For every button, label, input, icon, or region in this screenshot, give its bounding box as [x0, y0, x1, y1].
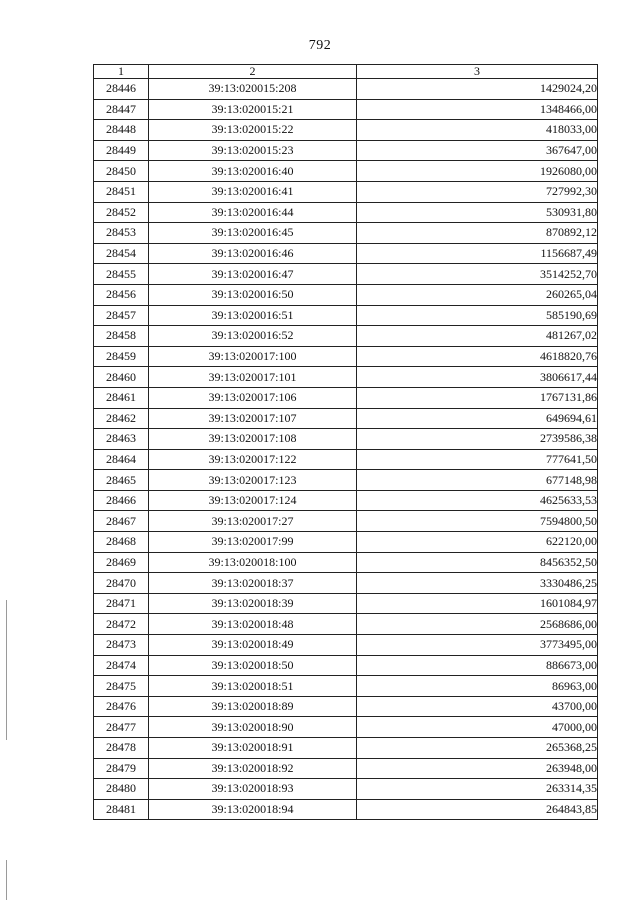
cadastral-value: 264843,85 [357, 799, 598, 820]
cadastral-value: 886673,00 [357, 655, 598, 676]
cadastral-value: 649694,61 [357, 408, 598, 429]
cadastral-value: 622120,00 [357, 532, 598, 553]
cadastral-value: 1767131,86 [357, 387, 598, 408]
cadastral-value: 367647,00 [357, 140, 598, 161]
row-number: 28450 [94, 161, 149, 182]
table-row [94, 408, 598, 429]
table-row [94, 717, 598, 738]
table-row [94, 799, 598, 820]
cadastral-value: 3773495,00 [357, 635, 598, 656]
table-row [94, 202, 598, 223]
cadastral-number: 39:13:020018:50 [149, 655, 357, 676]
row-number: 28451 [94, 181, 149, 202]
table-row [94, 120, 598, 141]
cadastral-number: 39:13:020018:93 [149, 779, 357, 800]
table-row [94, 696, 598, 717]
cadastral-number: 39:13:020016:51 [149, 305, 357, 326]
row-number: 28455 [94, 264, 149, 285]
row-number: 28452 [94, 202, 149, 223]
table-row [94, 161, 598, 182]
cadastral-number: 39:13:020017:27 [149, 511, 357, 532]
table-row [94, 779, 598, 800]
cadastral-value: 3514252,70 [357, 264, 598, 285]
row-number: 28466 [94, 490, 149, 511]
column-header-cadastral-id: 2 [149, 65, 357, 79]
cadastral-number: 39:13:020017:108 [149, 429, 357, 450]
cadastral-value: 8456352,50 [357, 552, 598, 573]
cadastral-number: 39:13:020017:123 [149, 470, 357, 491]
row-number: 28461 [94, 387, 149, 408]
row-number: 28446 [94, 79, 149, 100]
row-number: 28457 [94, 305, 149, 326]
table-row [94, 79, 598, 100]
table-row [94, 676, 598, 697]
cadastral-number: 39:13:020018:49 [149, 635, 357, 656]
row-number: 28448 [94, 120, 149, 141]
row-number: 28474 [94, 655, 149, 676]
cadastral-value: 1429024,20 [357, 79, 598, 100]
row-number: 28470 [94, 573, 149, 594]
cadastral-number: 39:13:020017:106 [149, 387, 357, 408]
cadastral-number: 39:13:020018:89 [149, 696, 357, 717]
cadastral-value: 1601084,97 [357, 593, 598, 614]
cadastral-value: 86963,00 [357, 676, 598, 697]
table-header-row [94, 65, 598, 79]
cadastral-value: 585190,69 [357, 305, 598, 326]
row-number: 28475 [94, 676, 149, 697]
table-row [94, 449, 598, 470]
scan-mark [6, 860, 7, 900]
cadastral-value: 3330486,25 [357, 573, 598, 594]
row-number: 28471 [94, 593, 149, 614]
table-row [94, 532, 598, 553]
row-number: 28468 [94, 532, 149, 553]
cadastral-number: 39:13:020016:41 [149, 181, 357, 202]
cadastral-number: 39:13:020016:50 [149, 284, 357, 305]
row-number: 28462 [94, 408, 149, 429]
cadastral-value: 530931,80 [357, 202, 598, 223]
column-header-value: 3 [357, 65, 598, 79]
cadastral-value-table [93, 64, 598, 820]
table-row [94, 284, 598, 305]
table-row [94, 552, 598, 573]
cadastral-value: 260265,04 [357, 284, 598, 305]
cadastral-number: 39:13:020016:40 [149, 161, 357, 182]
cadastral-value: 2739586,38 [357, 429, 598, 450]
table-row [94, 511, 598, 532]
cadastral-value: 7594800,50 [357, 511, 598, 532]
cadastral-number: 39:13:020016:47 [149, 264, 357, 285]
cadastral-value: 777641,50 [357, 449, 598, 470]
row-number: 28453 [94, 223, 149, 244]
cadastral-value: 3806617,44 [357, 367, 598, 388]
cadastral-number: 39:13:020018:48 [149, 614, 357, 635]
table-row [94, 326, 598, 347]
scan-mark [6, 600, 7, 740]
row-number: 28481 [94, 799, 149, 820]
row-number: 28472 [94, 614, 149, 635]
cadastral-value: 418033,00 [357, 120, 598, 141]
row-number: 28473 [94, 635, 149, 656]
cadastral-value: 1926080,00 [357, 161, 598, 182]
cadastral-number: 39:13:020018:37 [149, 573, 357, 594]
cadastral-value: 4625633,53 [357, 490, 598, 511]
table-row [94, 655, 598, 676]
row-number: 28465 [94, 470, 149, 491]
table-row [94, 367, 598, 388]
cadastral-number: 39:13:020015:21 [149, 99, 357, 120]
table-row [94, 223, 598, 244]
cadastral-number: 39:13:020018:94 [149, 799, 357, 820]
cadastral-number: 39:13:020018:91 [149, 738, 357, 759]
table-row [94, 181, 598, 202]
cadastral-number: 39:13:020017:107 [149, 408, 357, 429]
column-header-number: 1 [94, 65, 149, 79]
row-number: 28478 [94, 738, 149, 759]
cadastral-number: 39:13:020015:22 [149, 120, 357, 141]
cadastral-number: 39:13:020016:44 [149, 202, 357, 223]
table-row [94, 243, 598, 264]
cadastral-value: 727992,30 [357, 181, 598, 202]
cadastral-number: 39:13:020017:122 [149, 449, 357, 470]
cadastral-number: 39:13:020016:52 [149, 326, 357, 347]
table-row [94, 470, 598, 491]
cadastral-number: 39:13:020015:208 [149, 79, 357, 100]
row-number: 28447 [94, 99, 149, 120]
cadastral-number: 39:13:020018:92 [149, 758, 357, 779]
table-row [94, 738, 598, 759]
table-row [94, 387, 598, 408]
table-body [94, 79, 598, 820]
row-number: 28458 [94, 326, 149, 347]
cadastral-number: 39:13:020017:99 [149, 532, 357, 553]
table-row [94, 490, 598, 511]
row-number: 28459 [94, 346, 149, 367]
cadastral-value: 263948,00 [357, 758, 598, 779]
cadastral-value: 47000,00 [357, 717, 598, 738]
cadastral-number: 39:13:020017:100 [149, 346, 357, 367]
cadastral-value: 481267,02 [357, 326, 598, 347]
cadastral-value: 1156687,49 [357, 243, 598, 264]
table-row [94, 305, 598, 326]
table-row [94, 99, 598, 120]
cadastral-number: 39:13:020016:45 [149, 223, 357, 244]
row-number: 28469 [94, 552, 149, 573]
cadastral-value: 677148,98 [357, 470, 598, 491]
table-row [94, 614, 598, 635]
table-row [94, 346, 598, 367]
table-row [94, 140, 598, 161]
row-number: 28476 [94, 696, 149, 717]
cadastral-number: 39:13:020017:124 [149, 490, 357, 511]
row-number: 28477 [94, 717, 149, 738]
cadastral-number: 39:13:020018:51 [149, 676, 357, 697]
row-number: 28456 [94, 284, 149, 305]
row-number: 28480 [94, 779, 149, 800]
row-number: 28467 [94, 511, 149, 532]
cadastral-value: 265368,25 [357, 738, 598, 759]
table-row [94, 758, 598, 779]
table-row [94, 429, 598, 450]
cadastral-value: 2568686,00 [357, 614, 598, 635]
row-number: 28463 [94, 429, 149, 450]
cadastral-value: 1348466,00 [357, 99, 598, 120]
row-number: 28464 [94, 449, 149, 470]
cadastral-number: 39:13:020016:46 [149, 243, 357, 264]
cadastral-value: 4618820,76 [357, 346, 598, 367]
cadastral-number: 39:13:020018:39 [149, 593, 357, 614]
cadastral-value: 870892,12 [357, 223, 598, 244]
table-row [94, 593, 598, 614]
page-number: 792 [308, 38, 332, 53]
cadastral-value: 263314,35 [357, 779, 598, 800]
table-row [94, 635, 598, 656]
cadastral-number: 39:13:020015:23 [149, 140, 357, 161]
cadastral-number: 39:13:020017:101 [149, 367, 357, 388]
row-number: 28479 [94, 758, 149, 779]
table-row [94, 573, 598, 594]
row-number: 28460 [94, 367, 149, 388]
row-number: 28454 [94, 243, 149, 264]
cadastral-number: 39:13:020018:90 [149, 717, 357, 738]
cadastral-number: 39:13:020018:100 [149, 552, 357, 573]
table-row [94, 264, 598, 285]
row-number: 28449 [94, 140, 149, 161]
cadastral-value: 43700,00 [357, 696, 598, 717]
